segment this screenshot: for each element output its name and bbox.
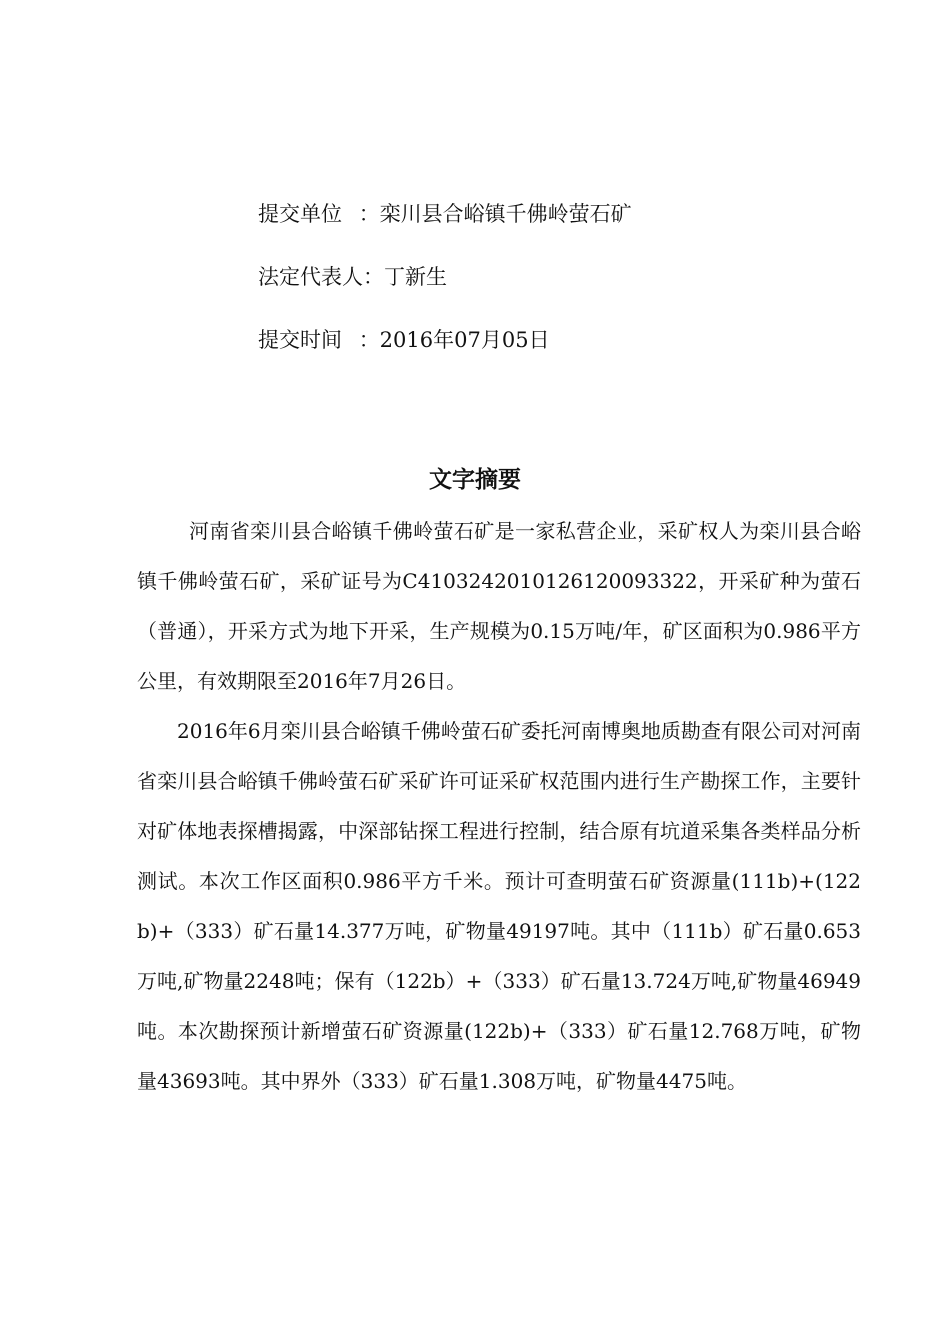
submitting-unit-line	[258, 199, 632, 229]
submission-time-label: 提交时间	[258, 328, 342, 352]
legal-representative-label: 法定代表人：	[258, 265, 384, 289]
summary-paragraph-1: 河南省栾川县合峪镇千佛岭萤石矿是一家私营企业，采矿权人为栾川县合峪镇千佛岭萤石矿，采矿证号为C4103242010126120093322，开采矿种为萤石（普通），开采方式为地下开采，生产规模为0.15万吨/年，矿区面积为0.986平方公里，有效期限至2016年7月26日。	[137, 519, 861, 693]
submitting-unit-label: 提交单位	[258, 202, 342, 226]
submitting-unit-value: ：栾川县合峪镇千佛岭萤石矿	[358, 202, 632, 226]
submission-time-line	[258, 325, 550, 355]
summary-paragraph-2: 2016年6月栾川县合峪镇千佛岭萤石矿委托河南博奥地质勘查有限公司对河南省栾川县合峪镇千佛岭萤石矿采矿许可证采矿权范围内进行生产勘探工作，主要针对矿体地表探槽揭露，中深部钻探工程进行控制，结合原有坑道采集各类样品分析测试。本次工作区面积0.986平方千米。预计可查明萤石矿资源量(111b)+(122b)+（333）矿石量14.377万吨，矿物量49197吨。其中（111b）矿石量0.653万吨,矿物量2248吨；保有（122b）+（333）矿石量13.724万吨,矿物量46949吨。本次勘探预计新增萤石矿资源量(122b)+（333）矿石量12.768万吨，矿物量43693吨。其中界外（333）矿石量1.308万吨，矿物量4475吨。	[137, 719, 861, 1093]
legal-representative-value: 丁新生	[384, 265, 447, 289]
legal-representative-line	[258, 262, 447, 292]
submission-time-value: ：2016年07月05日	[358, 328, 550, 352]
summary-title: 文字摘要	[429, 467, 521, 493]
